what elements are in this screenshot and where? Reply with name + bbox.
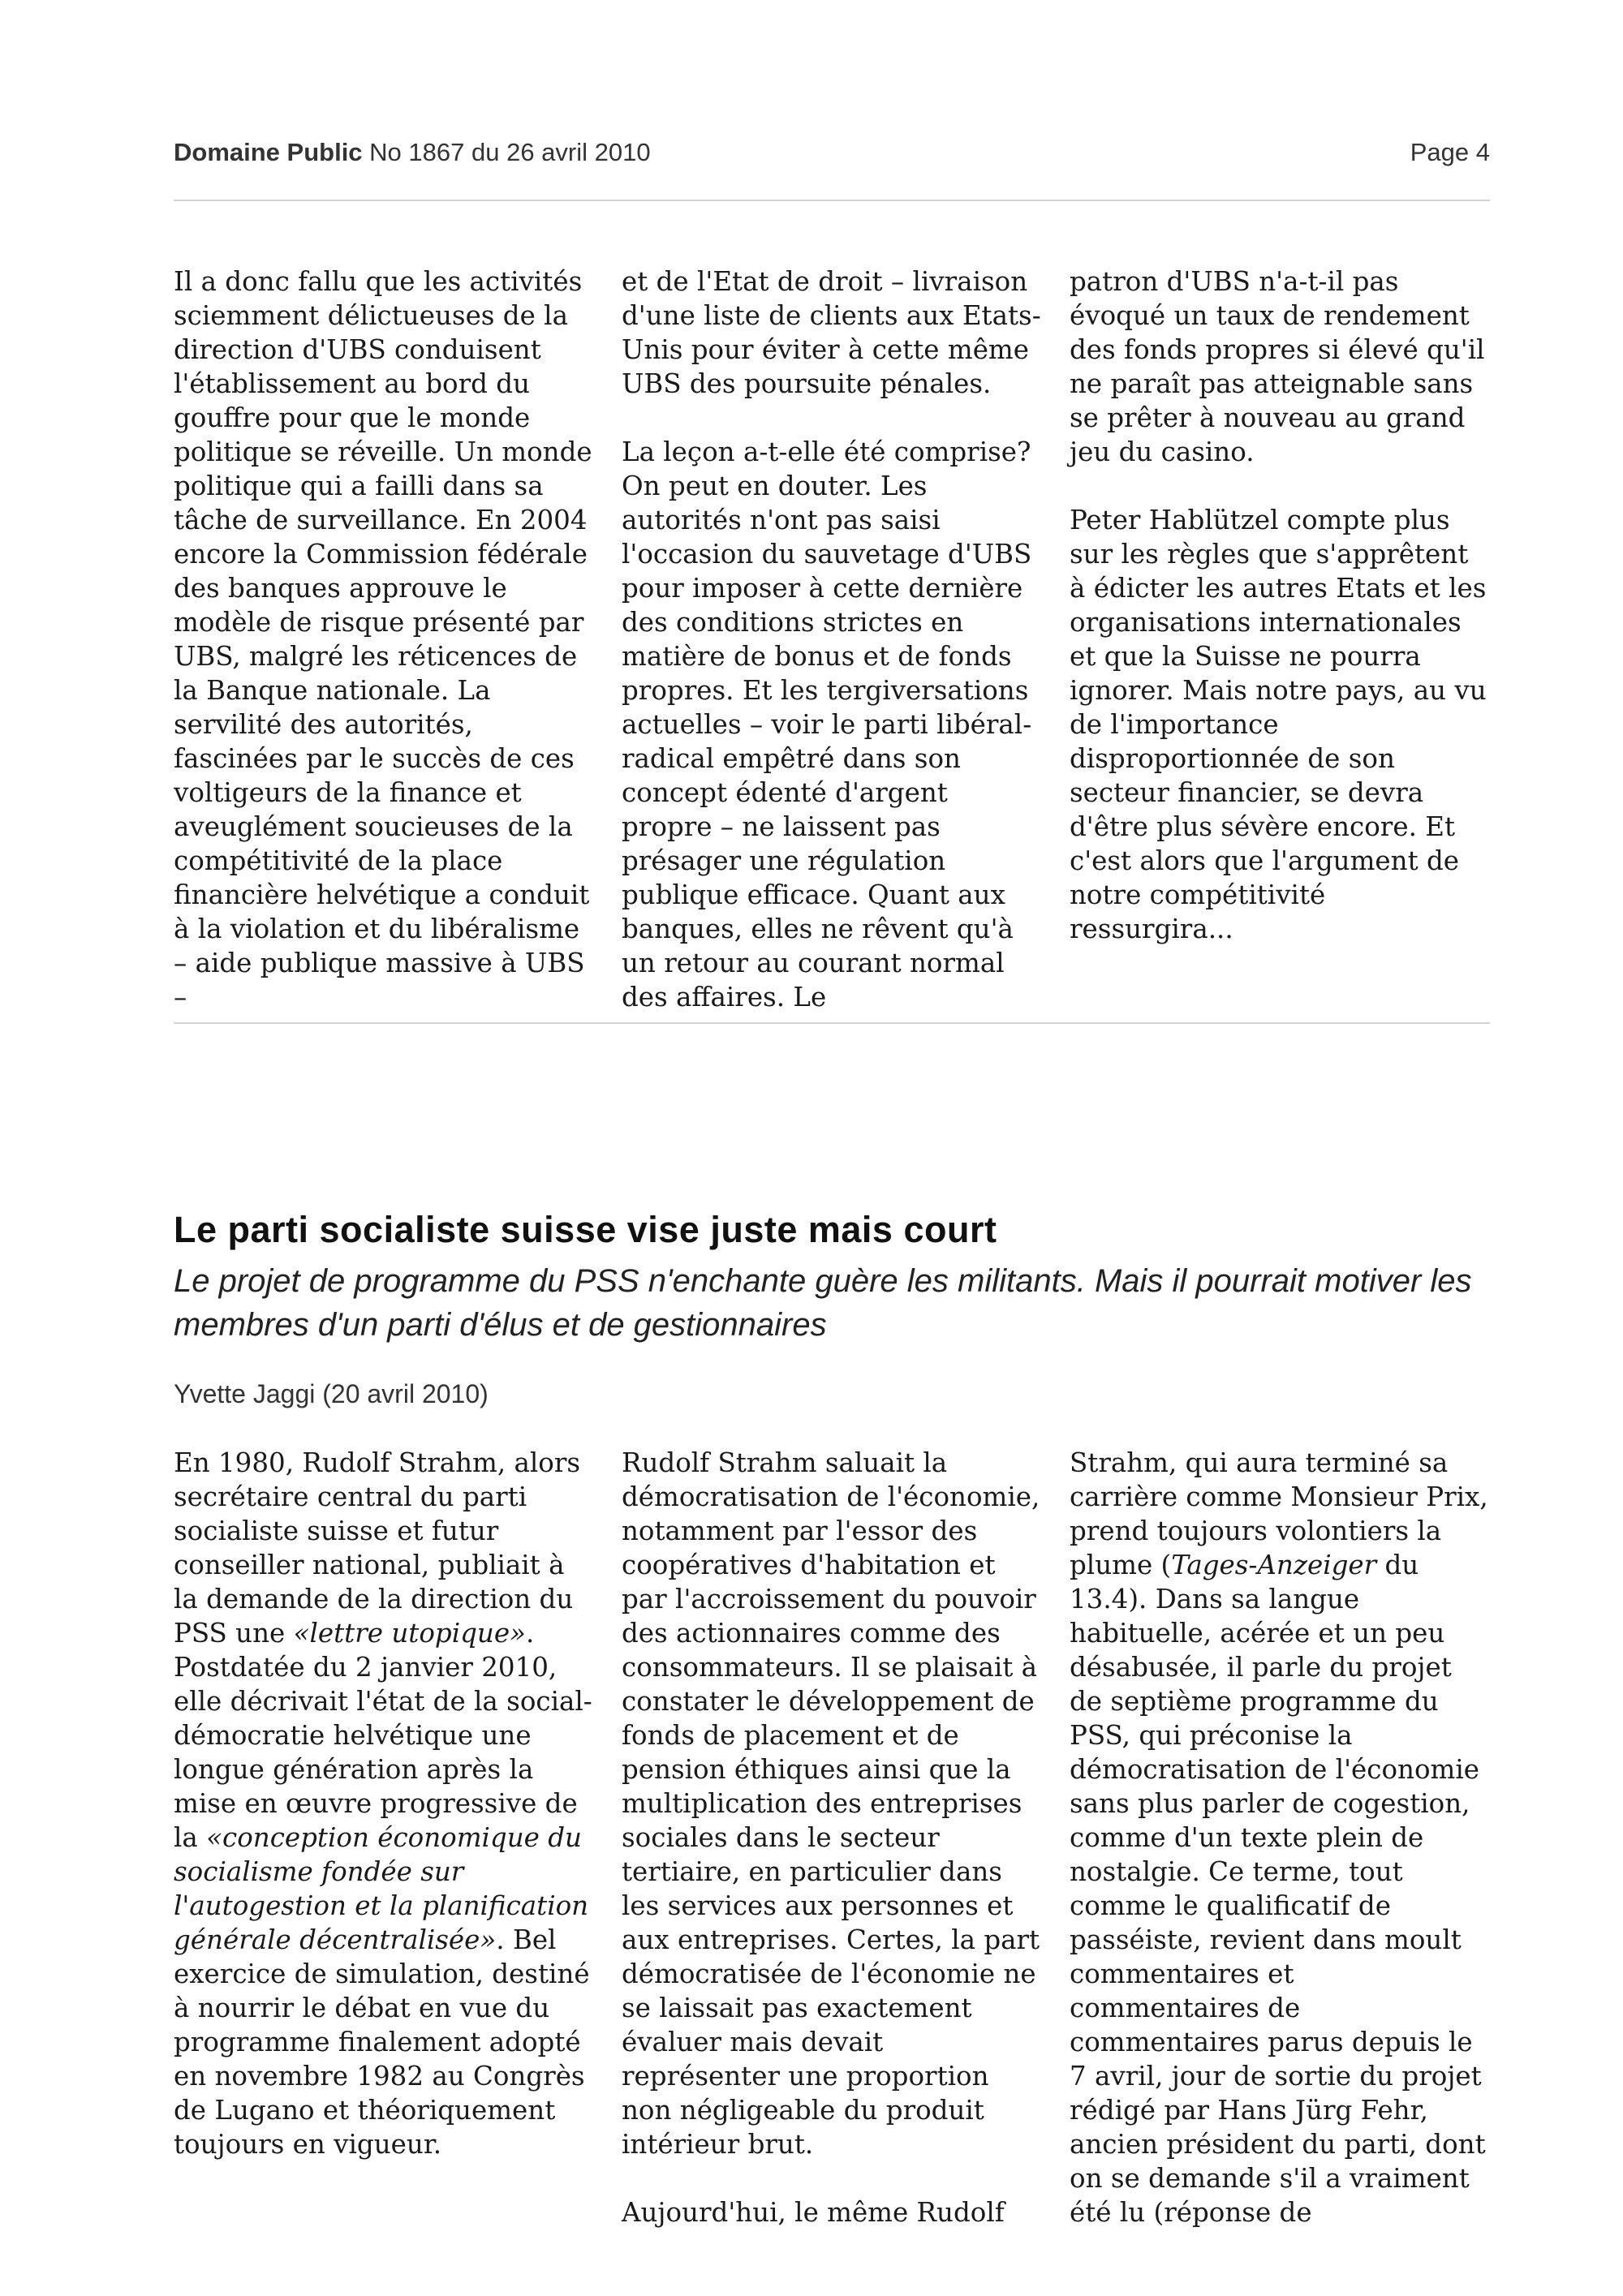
text-run: . Postdatée du 2 janvier 2010, elle décrivait l'état de la social-démocratie helvétique une longue génération après la mise en œuvre progressive de la [174, 1618, 592, 1853]
article-title: Le parti socialiste suisse vise juste mais court [174, 1209, 997, 1250]
article2-columns [174, 1446, 1490, 2229]
paragraph [174, 1446, 594, 2161]
italic-quote: «lettre utopique» [293, 1618, 526, 1649]
text-run: En 1980, Rudolf Strahm, alors secrétaire central du parti socialiste suisse et futur conseiller national, publiait à la demande de la direction du PSS une [174, 1447, 581, 1649]
publication-name: Domaine Public [174, 138, 363, 166]
article2-column-2 [622, 1446, 1042, 2229]
paragraph: La leçon a-t-elle été comprise? On peut en douter. Les autorités n'ont pas saisi l'occasion du sauvetage d'UBS pour imposer à cette dernière des conditions strictes en matière de bonus et de fonds propres. Et les tergiversations actuelles – voir le parti libéral-radical empêtré dans son concept édenté d'argent propre – ne laissent pas présager une régulation publique efficace. Quant aux banques, elles ne rêvent qu'à un retour au courant normal des affaires. Le [622, 436, 1032, 1013]
paragraph: Peter Hablützel compte plus sur les règles que s'apprêtent à édicter les autres Etats et les organisations internationales et que la Suisse ne pourra ignorer. Mais notre pays, au vu de l'importance disproportionnée de son secteur financier, se devra d'être plus sévère encore. Et c'est alors que l'argument de notre compétitivité ressurgira... [1070, 505, 1487, 944]
paragraph: Il a donc fallu que les activités sciemment délictueuses de la direction d'UBS conduisent l'établissement au bord du gouffre pour que le monde politique se réveille. Un monde politique qui a failli dans sa tâche de surveillance. En 2004 encore la Commission fédérale des banques approuve le modèle de risque présenté par UBS, malgré les réticences de la Banque nationale. La servilité des autorités, fascinées par le succès de ces voltigeurs de la finance et aveuglément soucieuses de la compétitivité de la place financière helvétique a conduit à la violation et du libéralisme – aide publique massive à UBS – [174, 266, 592, 1013]
paragraph: Rudolf Strahm saluait la démocratisation de l'économie, notamment par l'essor des coopératives d'habitation et par l'accroissement du pouvoir des actionnaires comme des consommateurs. Il se plaisait à constater le développement de fonds de placement et de pension éthiques ainsi que la multiplication des entreprises sociales dans le secteur tertiaire, en particulier dans les services aux personnes et aux entreprises. Certes, la part démocratisée de l'économie ne se laissait pas exactement évaluer mais devait représenter une proportion non négligeable du produit intérieur brut. [622, 1447, 1040, 2160]
paragraph: Aujourd'hui, le même Rudolf [622, 2197, 1005, 2228]
article-divider [174, 1022, 1490, 1024]
publication-line [174, 138, 651, 167]
article2-column-3 [1070, 1446, 1490, 2229]
header-divider [174, 200, 1490, 201]
paragraph [1070, 1446, 1490, 2229]
article1-column-2 [622, 264, 1042, 1014]
text-run: du 13.4). Dans sa langue habituelle, acérée et un peu désabusée, il parle du projet de septième programme du PSS, qui préconise la démocratisation de l'économie sans plus parler de cogestion, comme d'un texte plein de nostalgie. Ce terme, tout comme le qualificatif de passéiste, revient dans moult commentaires et commentaires de commentaires parus depuis le 7 avril, jour de sortie du projet rédigé par Hans Jürg Fehr, ancien président du parti, dont on se demande s'il a vraiment été lu (réponse de [1070, 1550, 1486, 2228]
article1-columns [174, 264, 1490, 1014]
article-subtitle: Le projet de programme du PSS n'enchante guère les militants. Mais il pourrait motiver les membres d'un parti d'élus et de gestionnaires [174, 1263, 1472, 1343]
italic-quote: «conception économique du socialisme fondée sur l'autogestion et la planification générale décentralisée» [174, 1822, 589, 1955]
newspaper-name: Tages-Anzeiger [1171, 1550, 1377, 1580]
paragraph: et de l'Etat de droit – livraison d'une liste de clients aux Etats-Unis pour éviter à cette même UBS des poursuite pénales. [622, 266, 1041, 399]
text-run: . Bel exercice de simulation, destiné à nourrir le débat en vue du programme finalement adopté en novembre 1982 au Congrès de Lugano et théoriquement toujours en vigueur. [174, 1924, 590, 2160]
paragraph: patron d'UBS n'a-t-il pas évoqué un taux de rendement des fonds propres si élevé qu'il ne paraît pas atteignable sans se prêter à nouveau au grand jeu du casino. [1070, 266, 1485, 467]
page-header [174, 131, 1490, 172]
article-byline: Yvette Jaggi (20 avril 2010) [174, 1379, 489, 1408]
page-number: Page 4 [1410, 138, 1490, 166]
issue-info: No 1867 du 26 avril 2010 [369, 138, 651, 166]
article1-column-3 [1070, 264, 1490, 1014]
article1-column-1 [174, 264, 594, 1014]
text-run: Strahm, qui aura terminé sa carrière comme Monsieur Prix, prend toujours volontiers la plume ( [1070, 1447, 1488, 1580]
article2-column-1 [174, 1446, 594, 2229]
